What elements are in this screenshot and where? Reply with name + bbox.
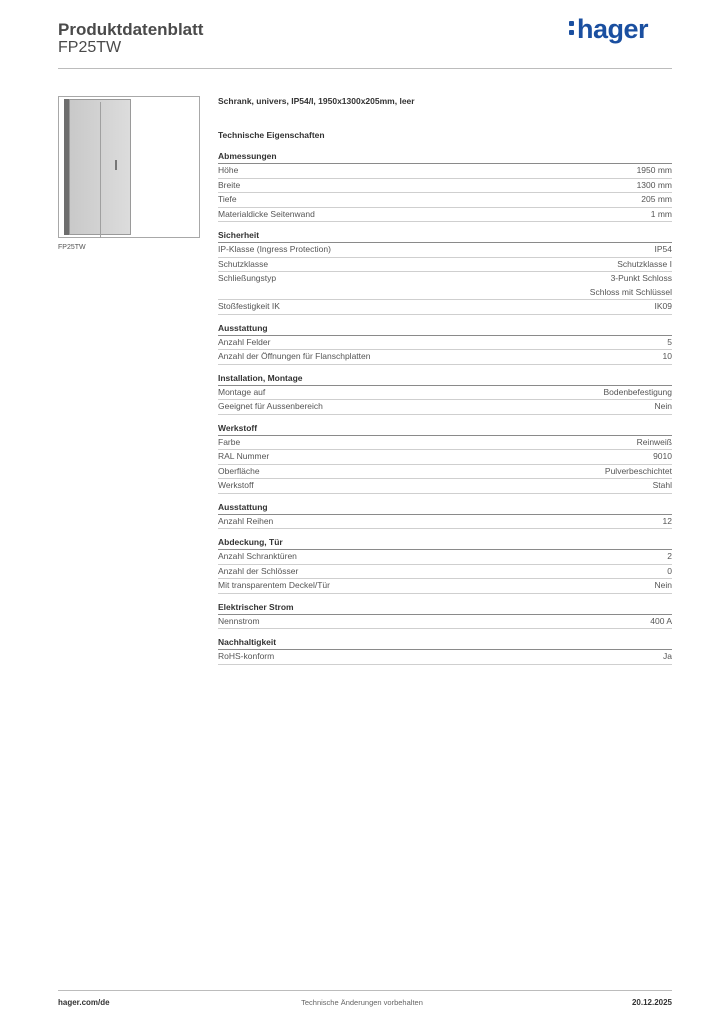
spec-row bbox=[218, 243, 672, 258]
spec-row bbox=[218, 164, 672, 179]
spec-label: Schließungstyp bbox=[218, 273, 277, 283]
section-title: Abmessungen bbox=[218, 151, 672, 164]
spec-section bbox=[218, 151, 672, 222]
spec-row bbox=[218, 193, 672, 208]
spec-row bbox=[218, 400, 672, 415]
spec-label: RAL Nummer bbox=[218, 451, 270, 461]
page-title: Produktdatenblatt bbox=[58, 20, 204, 39]
spec-label: RoHS-konform bbox=[218, 651, 275, 661]
section-title: Installation, Montage bbox=[218, 373, 672, 386]
spec-label: Montage auf bbox=[218, 386, 266, 397]
spec-label: Anzahl Schranktüren bbox=[218, 551, 297, 561]
product-description: Schrank, univers, IP54/I, 1950x1300x205mm, leer bbox=[218, 96, 415, 106]
cabinet-handle bbox=[115, 160, 117, 170]
spec-row bbox=[218, 272, 672, 300]
section-title: Nachhaltigkeit bbox=[218, 637, 672, 650]
spec-row bbox=[218, 450, 672, 465]
spec-section bbox=[218, 373, 672, 415]
spec-label: Geeignet für Aussenbereich bbox=[218, 401, 323, 411]
section-title: Ausstattung bbox=[218, 323, 672, 336]
spec-value: 1950 mm bbox=[636, 165, 672, 175]
spec-row bbox=[218, 615, 672, 630]
section-title: Abdeckung, Tür bbox=[218, 537, 672, 550]
spec-label: IP-Klasse (Ingress Protection) bbox=[218, 244, 331, 254]
spec-row bbox=[218, 350, 672, 365]
spec-label: Breite bbox=[218, 179, 241, 190]
spec-value: 400 A bbox=[650, 615, 672, 626]
spec-label: Schutzklasse bbox=[218, 258, 269, 269]
spec-content bbox=[218, 96, 672, 673]
spec-row bbox=[218, 300, 672, 315]
spec-label: Tiefe bbox=[218, 194, 237, 204]
spec-label: Mit transparentem Deckel/Tür bbox=[218, 580, 330, 590]
spec-value: 1300 mm bbox=[636, 179, 672, 190]
spec-label: Oberfläche bbox=[218, 465, 260, 476]
spec-section bbox=[218, 537, 672, 594]
spec-label: Anzahl der Öffnungen für Flanschplatten bbox=[218, 351, 371, 361]
spec-value: 10 bbox=[662, 351, 672, 361]
spec-value: Nein bbox=[654, 580, 672, 590]
spec-sections bbox=[218, 151, 672, 665]
section-title: Sicherheit bbox=[218, 230, 672, 243]
spec-section bbox=[218, 502, 672, 530]
spec-row bbox=[218, 479, 672, 494]
cabinet-front bbox=[69, 99, 131, 235]
spec-value: 1 mm bbox=[650, 208, 672, 219]
header-divider bbox=[58, 68, 672, 69]
footer-website[interactable]: hager.com/de bbox=[58, 998, 110, 1007]
spec-value: Pulverbeschichtet bbox=[604, 465, 672, 476]
spec-row bbox=[218, 515, 672, 530]
spec-value: 0 bbox=[667, 565, 672, 576]
product-code: FP25TW bbox=[58, 39, 122, 56]
spec-value: Stahl bbox=[652, 480, 672, 490]
spec-section bbox=[218, 423, 672, 494]
spec-section bbox=[218, 323, 672, 365]
spec-label: Höhe bbox=[218, 165, 239, 175]
spec-row bbox=[218, 179, 672, 194]
spec-row bbox=[218, 436, 672, 451]
spec-label: Stoßfestigkeit IK bbox=[218, 301, 280, 311]
spec-row bbox=[218, 650, 672, 665]
spec-row bbox=[218, 208, 672, 223]
spec-value: 2 bbox=[667, 551, 672, 561]
spec-value: 9010 bbox=[653, 451, 672, 461]
spec-row bbox=[218, 465, 672, 480]
logo-text: hager bbox=[577, 14, 649, 44]
spec-value: 12 bbox=[662, 515, 672, 526]
section-title: Ausstattung bbox=[218, 502, 672, 515]
image-caption: FP25TW bbox=[58, 244, 86, 251]
spec-value: Bodenbefestigung bbox=[603, 386, 672, 397]
footer-date: 20.12.2025 bbox=[631, 998, 672, 1007]
footer-disclaimer: Technische Änderungen vorbehalten bbox=[301, 998, 423, 1007]
spec-value: Ja bbox=[663, 651, 672, 661]
logo-dots-icon bbox=[568, 16, 576, 38]
footer-divider bbox=[58, 990, 672, 991]
spec-value: 205 mm bbox=[641, 194, 672, 204]
spec-value: Nein bbox=[654, 401, 672, 411]
product-image bbox=[58, 96, 200, 238]
spec-label: Anzahl der Schlösser bbox=[218, 565, 299, 576]
spec-row bbox=[218, 579, 672, 594]
spec-label: Materialdicke Seitenwand bbox=[218, 208, 315, 219]
tech-properties-heading: Technische Eigenschaften bbox=[218, 130, 325, 140]
spec-row bbox=[218, 336, 672, 351]
spec-value: Schutzklasse I bbox=[617, 258, 672, 269]
section-title: Werkstoff bbox=[218, 423, 672, 436]
spec-section bbox=[218, 637, 672, 665]
spec-value: IK09 bbox=[654, 301, 672, 311]
section-title: Elektrischer Strom bbox=[218, 602, 672, 615]
spec-label: Farbe bbox=[218, 436, 241, 447]
spec-row bbox=[218, 258, 672, 273]
spec-label: Anzahl Felder bbox=[218, 336, 271, 347]
spec-label: Nennstrom bbox=[218, 615, 260, 626]
cabinet-door-split bbox=[100, 102, 130, 238]
spec-section bbox=[218, 230, 672, 315]
spec-value: Reinweiß bbox=[636, 436, 672, 447]
spec-value: 3-Punkt Schloss Schloss mit Schlüssel bbox=[589, 273, 672, 297]
spec-row bbox=[218, 386, 672, 401]
spec-value: IP54 bbox=[654, 244, 672, 254]
hager-logo[interactable] bbox=[568, 14, 648, 45]
spec-label: Anzahl Reihen bbox=[218, 515, 274, 526]
spec-value: 5 bbox=[667, 336, 672, 347]
spec-section bbox=[218, 602, 672, 630]
spec-row bbox=[218, 550, 672, 565]
spec-label: Werkstoff bbox=[218, 480, 254, 490]
spec-row bbox=[218, 565, 672, 580]
